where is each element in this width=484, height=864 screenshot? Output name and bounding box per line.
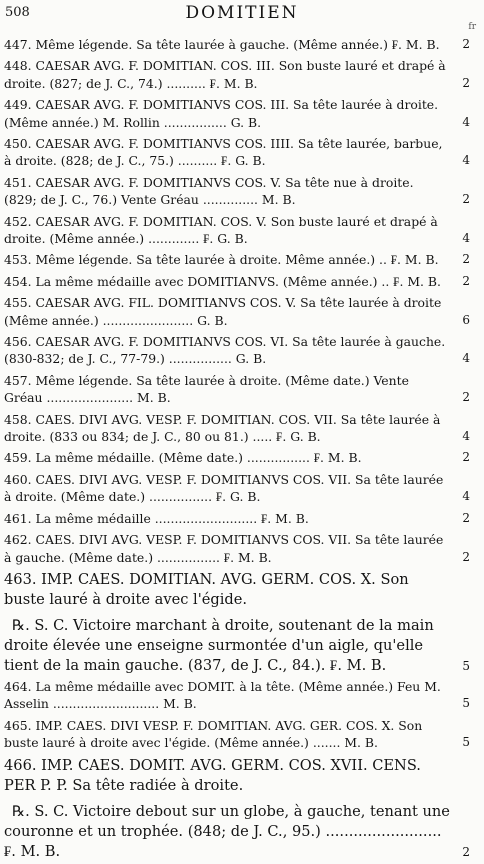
entry-text: 462. CAES. DIVI AVG. VESP. F. DOMITIANVS COS. VII. Sa tête laurée à gauche. (Même date.) ................ ₣. M. B. [4, 532, 444, 565]
entry-quantity: 2 [462, 37, 470, 51]
catalogue-entry-453 [4, 251, 470, 268]
entry-quantity: 2 [462, 192, 470, 207]
catalogue-entry-461 [4, 510, 470, 527]
entry-text: 452. CAESAR AVG. F. DOMITIAN. COS. V. Son buste lauré et drapé à droite. (Même année.) ............. ₣. G. B. [4, 213, 438, 246]
page-header [0, 2, 484, 24]
entry-quantity: 4 [462, 153, 470, 168]
catalogue-entry-464 [4, 678, 470, 713]
entry-quantity: 4 [462, 489, 470, 504]
catalogue-entry-450 [4, 135, 470, 170]
entry-text: 459. La même médaille. (Même date.) ................ ₣. M. B. [4, 450, 362, 466]
entry-quantity: 5 [462, 659, 470, 674]
entry-quantity: 2 [462, 75, 470, 90]
page-title: DOMITIEN [185, 3, 299, 23]
catalogue-entry-458 [4, 411, 470, 446]
entry-text: 463. IMP. CAES. DOMITIAN. AVG. GERM. COS. X. Son buste lauré à droite avec l'égide. [4, 571, 409, 609]
entry-text: 451. CAESAR AVG. F. DOMITIANVS COS. V. Sa tête nue à droite. (829; de J. C., 76.) Vente Gréau .............. M. B. [4, 174, 414, 208]
entry-text: 450. CAESAR AVG. F. DOMITIANVS COS. IIII. Sa tête laurée, barbue, à droite. (828; de J. C., 75.) .......... ₣. G. B. [4, 136, 443, 169]
entry-text: 454. La même médaille avec DOMITIANVS. (Même année.) .. ₣. M. B. [4, 273, 441, 289]
page-number: 508 [5, 5, 30, 20]
catalogue-entry-466 [4, 756, 470, 862]
catalogue-body [4, 36, 470, 864]
entry-quantity: 2 [462, 252, 470, 267]
entry-reverse: ℞. S. C. Victoire marchant à droite, soutenant de la main droite élevée une enseigne surmontée d'un aigle, qu'elle tient de la main gauche. (837, de J. C., 84.). ₣. M. B. [4, 617, 434, 675]
entry-text: 464. La même médaille avec DOMIT. à la tête. (Même année.) Feu M. Asselin ........................... M. B. [4, 679, 441, 712]
entry-quantity: 4 [462, 429, 470, 443]
catalogue-entry-454 [4, 273, 470, 290]
entry-quantity: 6 [462, 312, 470, 327]
catalogue-entry-447 [4, 36, 470, 53]
catalogue-entry-460 [4, 471, 470, 506]
entry-quantity: 4 [462, 351, 470, 366]
entry-text: 466. IMP. CAES. DOMIT. AVG. GERM. COS. XVII. CENS. PER P. P. Sa tête radiée à droite. [4, 756, 421, 794]
catalogue-entry-465 [4, 717, 470, 752]
entry-quantity: 2 [462, 273, 470, 288]
entry-text: 453. Même légende. Sa tête laurée à droite. Même année.) .. ₣. M. B. [4, 252, 439, 268]
catalogue-entry-456 [4, 333, 470, 368]
entry-quantity: 2 [462, 390, 470, 405]
entry-text: 465. IMP. CAES. DIVI VESP. F. DOMITIAN. AVG. GER. COS. X. Son buste lauré à droite avec l'égide. (Même année.) ....... M. B. [4, 717, 423, 751]
entry-text: 456. CAESAR AVG. F. DOMITIANVS COS. VI. Sa tête laurée à gauche. (830-832; de J. C., 77-79.) ................ G. B. [4, 334, 446, 367]
entry-text: 460. CAES. DIVI AVG. VESP. F. DOMITIANVS COS. VII. Sa tête laurée à droite. (Même date.) ................ ₣. G. B. [4, 471, 444, 505]
entry-quantity: 2 [462, 510, 470, 525]
catalogue-entry-452 [4, 213, 470, 248]
entry-text: 447. Même légende. Sa tête laurée à gauche. (Même année.) ₣. M. B. [4, 37, 440, 52]
entry-text: 448. CAESAR AVG. F. DOMITIAN. COS. III. Son buste lauré et drapé à droite. (827; de J. C., 74.) .......... ₣. M. B. [4, 58, 446, 91]
catalogue-entry-449 [4, 96, 470, 131]
entry-text: 458. CAES. DIVI AVG. VESP. F. DOMITIAN. COS. VII. Sa tête laurée à droite. (833 ou 834; de J. C., 80 ou 81.) ..... ₣. G. B. [4, 411, 441, 444]
entry-text: 461. La même médaille .......................... ₣. M. B. [4, 510, 309, 526]
entry-quantity: 2 [462, 844, 470, 859]
catalogue-entry-459 [4, 449, 470, 466]
catalogue-entry-463 [4, 570, 470, 676]
entry-quantity: 2 [462, 450, 470, 465]
entry-text: 449. CAESAR AVG. F. DOMITIANVS COS. III. Sa tête laurée à droite. (Même année.) M. Rollin ................ G. B. [4, 97, 439, 130]
margin-mark: fr [468, 22, 476, 32]
entry-text: 455. CAESAR AVG. FIL. DOMITIANVS COS. V. Sa tête laurée à droite (Même année.) ....................... G. B. [4, 295, 442, 328]
catalogue-entry-448 [4, 57, 470, 92]
entry-quantity: 4 [462, 114, 470, 129]
catalogue-entry-455 [4, 294, 470, 329]
entry-quantity: 5 [462, 696, 470, 711]
entry-quantity: 2 [462, 549, 470, 564]
catalogue-entry-462 [4, 531, 470, 566]
entry-text: 457. Même légende. Sa tête laurée à droite. (Même date.) Vente Gréau ...................... M. B. [4, 372, 409, 406]
catalogue-entry-451 [4, 174, 470, 209]
entry-quantity: 4 [462, 230, 470, 245]
entry-reverse: ℞. S. C. Victoire debout sur un globe, à gauche, tenant une couronne et un trophée. (848; de J. C., 95.) ......................... ₣. M. B. [4, 802, 450, 860]
entry-quantity: 5 [462, 735, 470, 750]
catalogue-entry-457 [4, 372, 470, 407]
